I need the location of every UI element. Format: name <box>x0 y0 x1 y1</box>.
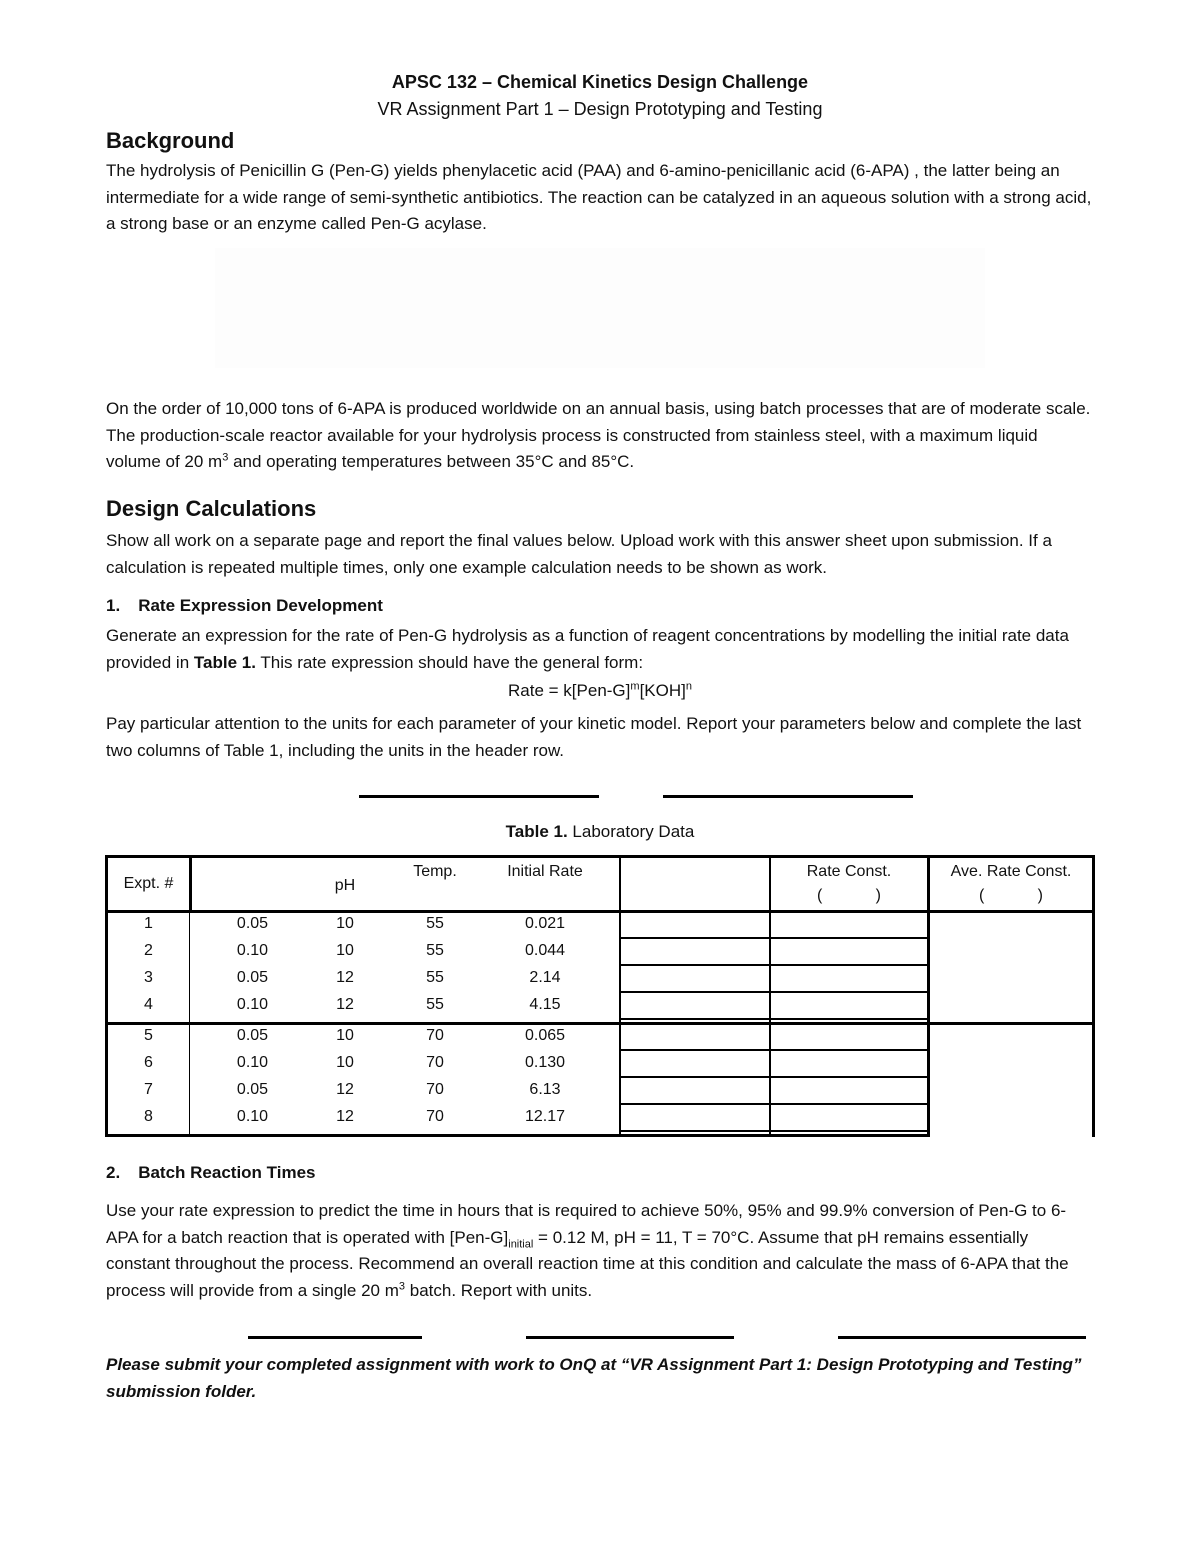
table-cell-expt: 1 <box>144 915 153 932</box>
header-ave-rate-const-units[interactable]: ( ) <box>979 887 1043 904</box>
fill-cell-rate-constant[interactable] <box>771 940 927 966</box>
table-cell-initial-rate: 4.15 <box>529 996 561 1013</box>
section-1-paragraph-2: Pay particular attention to the units for each parameter of your kinetic model. Report your parameters below and complete the last two columns of Table 1, including the units in the header row. <box>106 714 1082 760</box>
fill-cell-average-rate-constant[interactable] <box>930 913 1092 1022</box>
table-caption: Table 1. Laboratory Data <box>505 822 695 841</box>
table-cell-temp: 55 <box>426 969 444 986</box>
table-cell-concentration: 0.05 <box>236 915 269 932</box>
reaction-scheme-image <box>215 248 985 368</box>
table-cell-temp: 70 <box>426 1027 444 1044</box>
fill-cell-rate-constant[interactable] <box>771 1025 927 1051</box>
header-temp: Temp. <box>413 863 457 880</box>
fill-cell-empty-column[interactable] <box>621 1079 769 1105</box>
table-cell-ph: 10 <box>336 1054 354 1071</box>
course-title: APSC 132 – Chemical Kinetics Design Challenge <box>391 72 809 92</box>
fill-cell-empty-column[interactable] <box>621 940 769 966</box>
laboratory-data-table <box>105 855 1095 1137</box>
fill-cell-rate-constant[interactable] <box>771 1079 927 1105</box>
fill-cell-rate-constant[interactable] <box>771 1052 927 1078</box>
table-cell-concentration: 0.10 <box>236 996 269 1013</box>
design-calculations-heading: Design Calculations <box>106 496 317 521</box>
table-cell-temp: 70 <box>426 1054 444 1071</box>
answer-blank-mass[interactable] <box>838 1336 1086 1339</box>
table-cell-initial-rate: 0.065 <box>524 1027 566 1044</box>
table-cell-ph: 10 <box>336 915 354 932</box>
table-cell-concentration: 0.10 <box>236 1054 269 1071</box>
background-paragraph-2: On the order of 10,000 tons of 6-APA is produced worldwide on an annual basis, using batch processes that are of moderate scale. The production-scale reactor available for your hydrolysis process is constructed from stainless steel, with a maximum liquid volume of 20 $m^3$ and operating temperatures between 35°C and 85°C. <box>106 399 1091 471</box>
table-cell-temp: 55 <box>426 996 444 1013</box>
fill-cell-empty-column[interactable] <box>621 994 769 1020</box>
fill-cell-empty-column[interactable] <box>621 1106 769 1132</box>
answer-blank-time-95[interactable] <box>526 1336 734 1339</box>
fill-cell-average-rate-constant[interactable] <box>930 1025 1092 1134</box>
table-cell-concentration: 0.05 <box>236 1081 269 1098</box>
table-cell-expt: 4 <box>144 996 153 1013</box>
table-cell-temp: 55 <box>426 915 444 932</box>
table-cell-expt: 7 <box>144 1081 153 1098</box>
header-ave-rate-const: Ave. Rate Const. <box>950 863 1072 880</box>
section-2-title: 2. Batch Reaction Times <box>106 1163 316 1182</box>
table-cell-temp: 70 <box>426 1108 444 1125</box>
table-cell-initial-rate: 12.17 <box>524 1108 566 1125</box>
table-cell-ph: 10 <box>336 1027 354 1044</box>
table-cell-initial-rate: 2.14 <box>529 969 561 986</box>
table-expt-col-rule-body <box>189 913 190 1137</box>
section-2-paragraph: Use your rate expression to predict the time in hours that is required to achieve 50%, 95% and 99.9% conversion of Pen-G to 6-APA for a batch reaction that is operated with $[Pen-G]_{initial} = 0.12$ M, pH = 11, T = 70°C. Assume that pH remains essentially constant throughout the process. Recommend an overall reaction time at this condition and calculate the mass of 6-APA that the process will provide from a single 20 $m^3$ batch. Report with units. <box>106 1201 1069 1300</box>
background-paragraph-1: The hydrolysis of Penicillin G (Pen-G) yields phenylacetic acid (PAA) and 6-amino-penicillanic acid (6-APA) , the latter being an intermediate for a wide range of semi-synthetic antibiotics. The reaction can be catalyzed in an aqueous solution with a strong acid, a strong base or an enzyme called Pen-G acylase. <box>106 161 1092 233</box>
table-cell-concentration: 0.10 <box>236 1108 269 1125</box>
table-cell-temp: 70 <box>426 1081 444 1098</box>
answer-blank-orders[interactable] <box>663 795 913 798</box>
table-cell-concentration: 0.10 <box>236 942 269 959</box>
header-initial-rate: Initial Rate <box>507 863 583 880</box>
fill-cell-rate-constant[interactable] <box>771 994 927 1020</box>
design-intro: Show all work on a separate page and report the final values below. Upload work with this answer sheet upon submission. If a calculation is repeated multiple times, only one example calculation needs to be shown as work. <box>106 531 1052 577</box>
fill-cell-rate-constant[interactable] <box>771 1106 927 1132</box>
table-cell-initial-rate: 0.044 <box>524 942 566 959</box>
fill-cell-empty-column[interactable] <box>621 1025 769 1051</box>
fill-cell-rate-constant[interactable] <box>771 967 927 993</box>
fill-cell-empty-column[interactable] <box>621 913 769 939</box>
header-rate-const: Rate Const. <box>806 863 892 880</box>
assignment-title: VR Assignment Part 1 – Design Prototyping and Testing <box>377 99 823 119</box>
table-cell-expt: 3 <box>144 969 153 986</box>
answer-blank-k[interactable] <box>359 795 599 798</box>
section-1-paragraph-1: Generate an expression for the rate of Pen-G hydrolysis as a function of reagent concentrations by modelling the initial rate data provided in Table 1. This rate expression should have the general form: <box>106 626 1069 672</box>
table-cell-initial-rate: 0.130 <box>524 1054 566 1071</box>
fill-cell-empty-column[interactable] <box>621 967 769 993</box>
table-expt-col-rule <box>189 855 192 913</box>
table-cell-expt: 6 <box>144 1054 153 1071</box>
header-rate-const-units[interactable]: ( ) <box>817 887 881 904</box>
table-border-bottom <box>105 1134 930 1137</box>
fill-cell-rate-constant[interactable] <box>771 913 927 939</box>
table-cell-ph: 10 <box>336 942 354 959</box>
table-cell-concentration: 0.05 <box>236 1027 269 1044</box>
answer-blank-time-50[interactable] <box>248 1336 422 1339</box>
submission-note: Please submit your completed assignment with work to OnQ at “VR Assignment Part 1: Design Prototyping and Testing” submission folder. <box>106 1355 1082 1401</box>
table-cell-ph: 12 <box>336 969 354 986</box>
table-cell-initial-rate: 0.021 <box>524 915 566 932</box>
table-cell-initial-rate: 6.13 <box>529 1081 561 1098</box>
table-border-right <box>1092 855 1095 1137</box>
header-ph: pH <box>334 877 356 894</box>
table-cell-expt: 8 <box>144 1108 153 1125</box>
header-expt: Expt. # <box>123 875 174 892</box>
section-1-title: 1. Rate Expression Development <box>106 596 383 615</box>
table-cell-concentration: 0.05 <box>236 969 269 986</box>
fill-cell-empty-column[interactable] <box>621 1052 769 1078</box>
rate-equation: Rate = $k[Pen-G]^m[KOH]^n$ <box>508 680 692 700</box>
table-cell-ph: 12 <box>336 996 354 1013</box>
table-cell-expt: 2 <box>144 942 153 959</box>
table-cell-temp: 55 <box>426 942 444 959</box>
background-heading: Background <box>106 128 235 153</box>
table-cell-expt: 5 <box>144 1027 153 1044</box>
table-cell-ph: 12 <box>336 1081 354 1098</box>
table-border-top <box>105 855 1095 858</box>
table-cell-ph: 12 <box>336 1108 354 1125</box>
